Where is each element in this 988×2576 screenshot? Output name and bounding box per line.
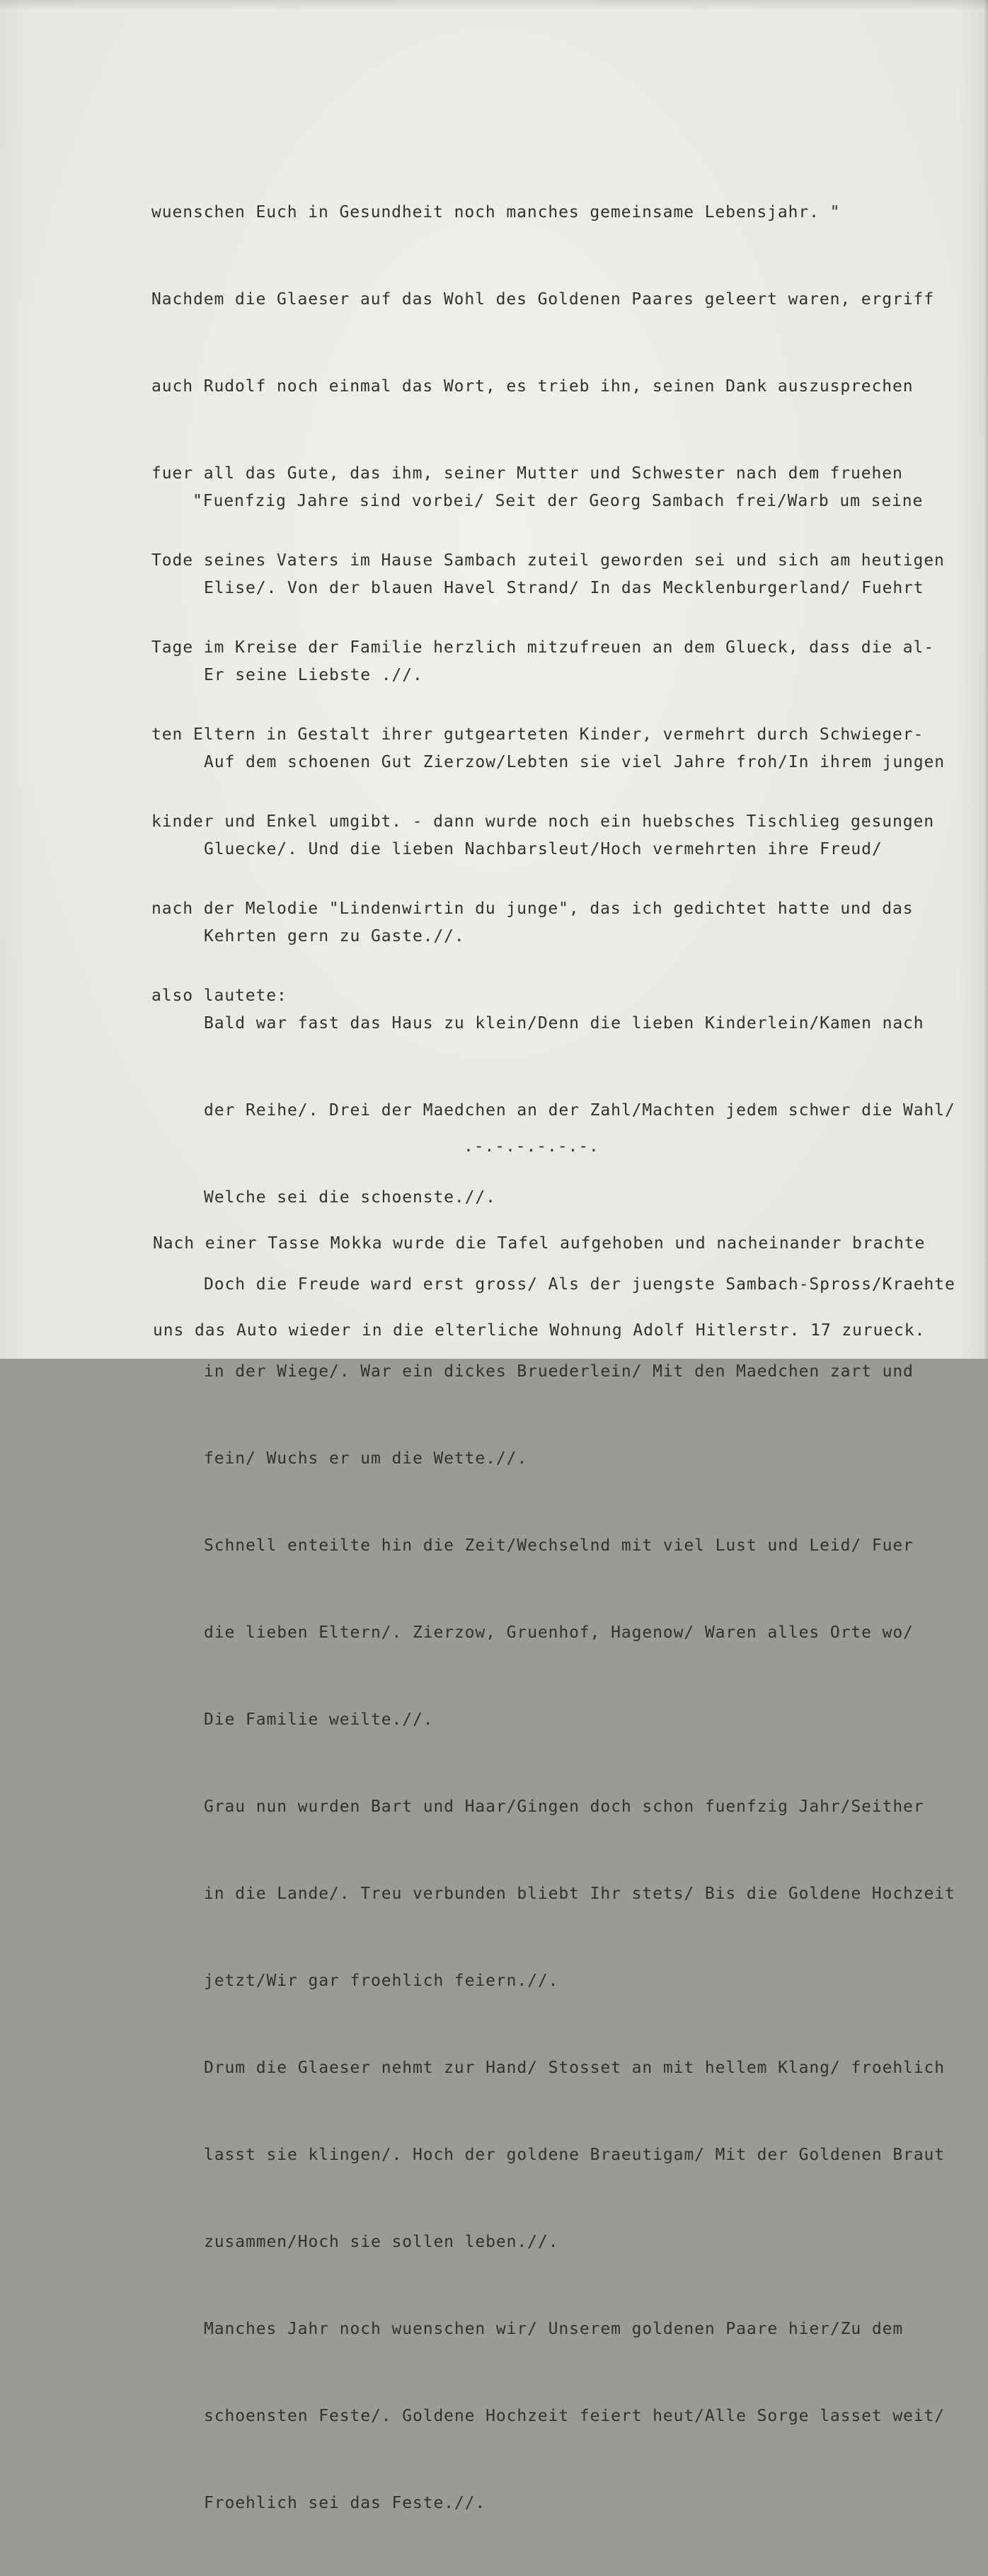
text-line: uns das Auto wieder in die elterliche Wohnung Adolf Hitlerstr. 17 zurueck. — [153, 1321, 926, 1340]
poem-line: schoensten Feste/. Goldene Hochzeit feiert heut/Alle Sorge lasset weit/ — [204, 2407, 946, 2425]
text-line: Nach einer Tasse Mokka wurde die Tafel aufgehoben und nacheinander brachte — [153, 1234, 926, 1253]
poem-line: Grau nun wurden Bart und Haar/Gingen doch schon fuenfzig Jahr/Seither — [204, 1798, 924, 1816]
page-top-shadow — [0, 0, 988, 10]
section-divider: .-.-.-.-.-.-. — [464, 1137, 599, 1156]
text-line: also lautete: — [151, 987, 287, 1005]
text-line: kinder und Enkel umgibt. - dann wurde noch ein huebsches Tischlieg gesungen — [151, 812, 935, 831]
poem-line: lasst sie klingen/. Hoch der goldene Braeutigam/ Mit der Goldenen Braut — [204, 2146, 946, 2164]
page-right-edge — [984, 0, 988, 1359]
poem-line: Kehrten gern zu Gaste.//. — [204, 927, 465, 945]
poem-line: Auf dem schoenen Gut Zierzow/Lebten sie viel Jahre froh/In ihrem jungen — [204, 753, 946, 771]
text-line: Tage im Kreise der Familie herzlich mitzufreuen an dem Glueck, dass die al- — [151, 638, 935, 657]
poem-line: Manches Jahr noch wuenschen wir/ Unserem goldenen Paare hier/Zu dem — [204, 2320, 904, 2338]
poem-line: Drum die Glaeser nehmt zur Hand/ Stosset an mit hellem Klang/ froehlich — [204, 2059, 946, 2077]
text-line: Nachdem die Glaeser auf das Wohl des Goldenen Paares geleert waren, ergriff — [151, 290, 935, 309]
poem-line: Bald war fast das Haus zu klein/Denn die lieben Kinderlein/Kamen nach — [204, 1014, 924, 1033]
poem-line: fein/ Wuchs er um die Wette.//. — [204, 1449, 528, 1468]
poem-block — [194, 429, 955, 2576]
poem-line: in der Wiege/. War ein dickes Bruederlein/ Mit den Maedchen zart und — [204, 1362, 914, 1381]
poem-line: Doch die Freude ward erst gross/ Als der juengste Sambach-Spross/Kraehte — [204, 1275, 955, 1294]
poem-line: Er seine Liebste .//. — [204, 666, 423, 684]
poem-line: Elise/. Von der blauen Havel Strand/ In das Mecklenburgerland/ Fuehrt — [204, 579, 924, 597]
text-line: fuer all das Gute, das ihm, seiner Mutter und Schwester nach dem fruehen — [151, 464, 903, 483]
poem-line: Froehlich sei das Feste.//. — [204, 2494, 486, 2512]
text-line: auch Rudolf noch einmal das Wort, es trieb ihn, seinen Dank auszusprechen — [151, 377, 914, 396]
closing-paragraph — [153, 1171, 925, 1403]
poem-line: der Reihe/. Drei der Maedchen an der Zahl/Machten jedem schwer die Wahl/ — [204, 1101, 955, 1120]
poem-line: zusammen/Hoch sie sollen leben.//. — [204, 2233, 559, 2251]
text-line: wuenschen Euch in Gesundheit noch manches gemeinsame Lebensjahr. " — [151, 203, 841, 222]
poem-line: Schnell enteilte hin die Zeit/Wechselnd mit viel Lust und Leid/ Fuer — [204, 1536, 914, 1555]
poem-line: jetzt/Wir gar froehlich feiern.//. — [204, 1972, 559, 1990]
poem-line: in die Lande/. Treu verbunden bliebt Ihr stets/ Bis die Goldene Hochzeit — [204, 1885, 955, 1903]
poem-line: Welche sei die schoenste.//. — [204, 1188, 496, 1207]
text-line: nach der Melodie "Lindenwirtin du junge", das ich gedichtet hatte und das — [151, 899, 914, 918]
poem-line: Die Familie weilte.//. — [204, 1710, 434, 1729]
text-line: Tode seines Vaters im Hause Sambach zuteil geworden sei und sich am heutigen — [151, 551, 945, 570]
poem-line: Gluecke/. Und die lieben Nachbarsleut/Hoch vermehrten ihre Freud/ — [204, 840, 883, 858]
text-line: ten Eltern in Gestalt ihrer gutgearteten Kinder, vermehrt durch Schwieger- — [151, 725, 924, 744]
poem-line: "Fuenfzig Jahre sind vorbei/ Seit der Georg Sambach frei/Warb um seine — [193, 492, 924, 510]
poem-line: die lieben Eltern/. Zierzow, Gruenhof, Hagenow/ Waren alles Orte wo/ — [204, 1623, 914, 1642]
